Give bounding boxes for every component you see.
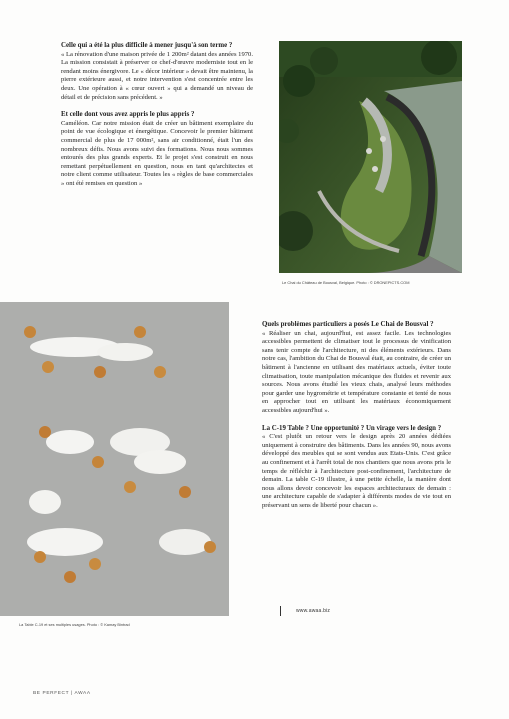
- answer-c19-table: « C'est plutôt un retour vers le design après 20 années dédiées uniquement à construire des bâtiments. Dans les années 90, nous avons développé des meubles qui se sont vendus aux Etats-Unis. C'est grâce au confinement et à l'arrêt total de nos chantiers que nous avons pris le temps de réfléchir à l'architecture post-confinement, l'architecture de demain. La table C-19 illustre, à une petite échelle, la manière dont nous allons devoir concevoir les espaces architecturaux de demain : une architecture capable de s'adapter à différents modes de vie tout en préservant un sens de liberté pour chacun ».: [262, 433, 451, 509]
- question-chai-bousval: Quels problèmes particuliers a posés Le Chai de Bousval ?: [262, 321, 434, 328]
- aerial-photo-chai-bousval: [279, 41, 462, 273]
- interview-column-top: [61, 42, 253, 198]
- question-hardest-project: Celle qui a été la plus difficile à mener jusqu'à son terme ?: [61, 42, 233, 49]
- page-footer: BE PERFECT | AWAA: [33, 691, 91, 696]
- url-divider: [280, 606, 281, 616]
- answer-most-learned: Caméléon. Car notre mission était de créer un bâtiment exemplaire du point de vue écologique et énergétique. Concevoir le premier bâtiment commercial de plus de 17 000m², sans air conditionné, était l'un des nombreux défis. Nous avons suivi des formations. Nous nous sommes entourés des plus grands experts. Et le projet s'est construit en nous remettant perpétuellement en question, nous en tant qu'architectes et notre client comme utilisateur. Toutes les « règles de base commerciales » ont été remises en question »: [61, 119, 253, 187]
- furniture-photo-caption: La Table C-19 et ses multiples usages. Photo : © Kamay Bintrad: [19, 622, 130, 627]
- question-most-learned: Et celle dont vous avez appris le plus appris ?: [61, 111, 195, 119]
- question-c19-table: La C-19 Table ? Une opportunité ? Un virage vers le design ?: [262, 424, 442, 432]
- website-link[interactable]: www.awaa.biz: [296, 608, 331, 614]
- aerial-photo-caption: Le Chai du Château de Bousval, Belgique. Photo : © DRONEPICTS.COM: [282, 280, 410, 285]
- answer-hardest-project: « La rénovation d'une maison privée de 1 200m² datant des années 1970. La mission consistait à préserver ce chef-d'œuvre moderniste tout en le rendant moins énergivore. Le « décor intérieur » devait être maintenu, la pierre extérieure aussi, et notre intervention s'est concentrée entre les deux. Une opération à « cœur ouvert » qui a demandé un niveau de détail et de précision sans précédent. »: [61, 50, 253, 101]
- answer-chai-bousval: « Réaliser un chai, aujourd'hui, est assez facile. Les technologies accessibles permettent de climatiser tout le processus de vinification sans tenir compte de l'architecture, ni des éléments extérieurs. Dans notre cas, l'ambition du Chai de Bousval était, au contraire, de créer un bâtiment à l'ancienne en utilisant des matériaux actuels, éviter toute climatisation, toute manipulation mécanique des fluides et revenir aux sources. Nous avons étudié les vieux chais, analysé leurs méthodes pour garder une hygrométrie et température constante et tenté de nous en approcher tout en utilisant les matériaux économiquement accessibles aujourd'hui ».: [262, 329, 451, 414]
- furniture-photo-c19-table: [0, 302, 229, 616]
- interview-column-bottom: [262, 321, 451, 519]
